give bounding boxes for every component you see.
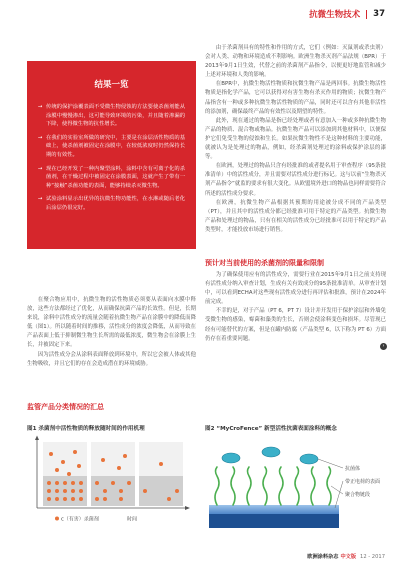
polymer-chain <box>327 467 331 505</box>
released-biocide-particle <box>67 472 71 476</box>
summary-list <box>38 103 185 213</box>
water-film <box>139 442 183 476</box>
polymer-chain <box>231 467 235 505</box>
bacterium-icon <box>222 453 240 463</box>
paragraph: 由于杀菌剂具有的特性和作用的方式，它们（例如：灭鼠剂或杀虫剂）会对人类、动物和环境造成不利影响。欧洲生物杀灭剂产品法规（BPR）于2013年9月1日生效，代替之前的杀菌剂产品指令，以便更好地监管和减少上述对环境和人类的影响。 <box>205 45 386 79</box>
released-biocide-particle <box>101 458 105 462</box>
released-biocide-particle <box>123 454 127 458</box>
biocide-particle <box>63 481 67 485</box>
x-axis-label: 时间 <box>127 516 138 523</box>
biocide-particle <box>63 489 67 493</box>
paragraph: 在欧洲，处理过的物品只含有经批准的或者提名用于审查程序（95条批准清单）中的活性成分，并且需要对活性成分进行标记。这与以前“生物杀灭剂产品指令”就监的要求有很大变化。从欧盟境外进口的物品也同样需要符合所述的活性成分要求。 <box>205 163 386 197</box>
section-heading-regulation: 监管产品分类情况的汇总 <box>27 403 104 411</box>
paragraph: 为了确保使用应有的活性成分，需要行业在2015年9月1日之前支持现有活性成分纳入审查计划，生成有关有效成分的95条批准清单。从审查计划中，可以看到ECHA对这些现有活性成分进行再评估和批准，预计在2024年前完成。 <box>205 272 386 306</box>
time-stage <box>91 442 135 506</box>
biocide-particle <box>71 497 75 501</box>
biocide-particle <box>55 481 59 485</box>
continue-arrow-icon <box>380 343 387 350</box>
released-biocide-particle <box>55 468 59 472</box>
biocide-particle <box>63 497 67 501</box>
issue-label: 12 - 2017 <box>360 554 385 560</box>
right-body-text <box>205 44 386 256</box>
time-stage <box>43 442 87 506</box>
header-divider <box>366 10 367 19</box>
arrow-bullet-icon <box>38 165 46 191</box>
arrow-bullet-icon <box>38 134 46 160</box>
substrate-layer <box>209 514 339 528</box>
released-biocide-particle <box>117 466 121 470</box>
biocide-particle <box>79 489 83 493</box>
x-axis-arrow-icon <box>185 506 190 510</box>
arrow-bullet-icon <box>38 195 46 212</box>
figure-2-caption: 图2 “MyCroFence” 新型活性抗菌表面涂料的概念 <box>205 426 337 432</box>
polymer-chain <box>247 467 251 505</box>
summary-title: 结果一览 <box>94 80 129 90</box>
label-polymer: 聚合物链段 <box>345 492 371 498</box>
summary-bullet <box>38 134 185 160</box>
biocide-particle <box>143 489 147 493</box>
biocide-particle <box>175 489 179 493</box>
biocide-particle <box>47 489 51 493</box>
biocide-particle <box>103 489 107 493</box>
left-body-text <box>27 296 196 396</box>
released-biocide-particle <box>61 460 65 464</box>
biocide-particle <box>47 497 51 501</box>
polymer-chain <box>295 467 299 505</box>
summary-bullet <box>38 103 185 129</box>
polymer-chain <box>263 467 267 505</box>
legend-label: c（有害）杀菌剂 <box>61 516 99 523</box>
biocide-particle <box>103 497 107 501</box>
water-film <box>43 442 87 476</box>
section-heading-restrictions: 预计对当前使用的杀菌剂的限量和限制 <box>205 259 324 267</box>
right-body-text-2 <box>205 271 386 357</box>
biocide-particle <box>111 481 115 485</box>
paragraph: 不幸的是，对于产品（PT 6，PT 7）设计并开发用于保护涂层和外墙免受微生物的感染，霉菌和藻类的生长，否则会使涂料变色和损坏。尽管现已经有可能替代的方案，但是在罐内防腐（产品类型 6，以下称为 PT 6）方面仍存在着重要问题。 <box>205 308 386 342</box>
paragraph: 因为活性成分会从涂料表面释放到环境中，所以它会被人体或其他生物吸收，并且它们的存在会造成潜在的环境威胁。 <box>27 351 196 367</box>
summary-bullet-text: 试验涂料显示出优异的抗微生物功能性，在水淋或随后老化后涂层仍很完好。 <box>46 196 185 211</box>
summary-bullet <box>38 195 185 212</box>
released-biocide-particle <box>73 450 77 454</box>
biocide-particle <box>71 481 75 485</box>
biocide-particle <box>167 497 171 501</box>
summary-bullet-text: 现在已经开发了一种内聚型涂料，涂料中含有可离子化的杀菌剂，在干燥过程中被固定在涂膜表面，这就产生了带有一种“接触”杀菌功能的表面，能够持续杀灭微生物。 <box>46 165 185 189</box>
biocide-particle <box>79 481 83 485</box>
page-number: 37 <box>373 9 385 19</box>
biocide-particle <box>95 481 99 485</box>
biocide-particle <box>71 489 75 493</box>
arrow-bullet-icon <box>38 103 46 129</box>
section-title: 抗微生物技术 <box>309 10 361 20</box>
released-biocide-particle <box>159 462 163 466</box>
summary-bullet <box>38 165 185 191</box>
paragraph: 在BPR中，抗微生物活性物质和抗微生物产品是两回事。抗微生物活性物质是指化学产品，它可以获得对有害生物有杀灭作用的物质；抗微生物产品指含有一种或多种抗微生物活性物质的产品，同时还可以含有其他非活性的添加剂，确保最终产品的有效性以及期望的特性。 <box>205 81 386 115</box>
page-footer <box>307 553 385 560</box>
released-biocide-particle <box>49 452 53 456</box>
figure-1-caption: 图1 杀菌剂中活性物质的释放随时间的作用机理 <box>27 426 145 432</box>
biocide-particle <box>55 489 59 493</box>
biocide-particle <box>119 497 123 501</box>
charged-surface-layer <box>209 505 339 514</box>
paragraph: 在欧洲，抗微生物产品根据其预期的用途被分成不同的产品类型（PT），并且其中的活性成分都已经批准可用于特定的产品类型。抗微生物产品和处理过的物品，只有在相关的活性成分已经批准可以用于特定的产品类型时，才能投放市场进行销售。 <box>205 199 386 233</box>
figure-1-diagram <box>27 434 197 526</box>
label-bacteria: 抗菌体 <box>345 466 361 472</box>
summary-bullet-text: 在我们的实验室所做的研究中，主要是在涂层活性物质的基础上，使杀菌剂被固定在涂膜中，在较低浓度时仍然保持长期的有效性。 <box>46 134 185 158</box>
biocide-particle <box>119 489 123 493</box>
bacteria-group <box>222 447 318 464</box>
label-surface: 带正电荷的表面 <box>345 479 381 485</box>
biocide-particle <box>47 481 51 485</box>
time-stage <box>139 442 183 506</box>
y-axis-arrow-icon <box>35 436 39 441</box>
biocide-particle <box>127 481 131 485</box>
page-header <box>309 8 385 20</box>
magazine-name: 欧洲涂料杂志 <box>307 554 339 560</box>
released-biocide-particle <box>77 464 81 468</box>
water-film <box>91 442 135 476</box>
polymer-chain <box>215 467 219 505</box>
paragraph: 此外，现在通过的物品是指已经处理或者有意加入一种或多种抗微生物产品的物质、混合物或物品。抗微生物产品可以添加到其他材料中，以便保护它们免受生物的侵蚀和生长。如果抗微生物性不是这种材料的主要功能，就被认为是处理过的物品，例如，经杀菌剂处理过的涂料或保护涂层的漆等。 <box>205 117 386 161</box>
polymer-chains <box>215 467 331 505</box>
legend-marker <box>55 517 59 521</box>
polymer-chain <box>311 467 315 505</box>
summary-bullet-text: 传统的保护涂覆表面不受微生物侵蚀的方法要使杀菌剂能从涂膜中慢慢渗出，这可能导致环境的污染，并且随着渗漏的下降，使得微生物的抗性增长。 <box>46 104 185 128</box>
edition-label: 中文版 <box>340 554 357 560</box>
bacterium-icon <box>262 447 280 457</box>
summary-box <box>27 61 196 249</box>
bacterium-icon <box>300 454 318 464</box>
coating-film <box>91 476 135 506</box>
leader-line-surface <box>335 481 343 508</box>
biocide-particle <box>79 497 83 501</box>
paragraph: 在聚合物应用中，抗微生物的活性物质必须要从表面向水膜中释放，这些方法都经过了优化，从而确保抗菌产品的长效性。但是，长期来说，涂料中活性成分的流量会随着抗微生物产品在涂膜中的降低而降低（图1）。所以随着时间的推移，活性成分的浓度会降低，从而导致在产品表面上低于抑制微生物生长所需的最低浓度，微生物会在涂膜上生长，并被固定下来。 <box>27 297 196 349</box>
leader-line-bacteria <box>318 459 343 468</box>
biocide-particle <box>95 497 99 501</box>
figure-2-diagram <box>205 434 390 534</box>
polymer-chain <box>279 467 283 505</box>
biocide-particle <box>55 497 59 501</box>
film-panels <box>43 442 183 506</box>
